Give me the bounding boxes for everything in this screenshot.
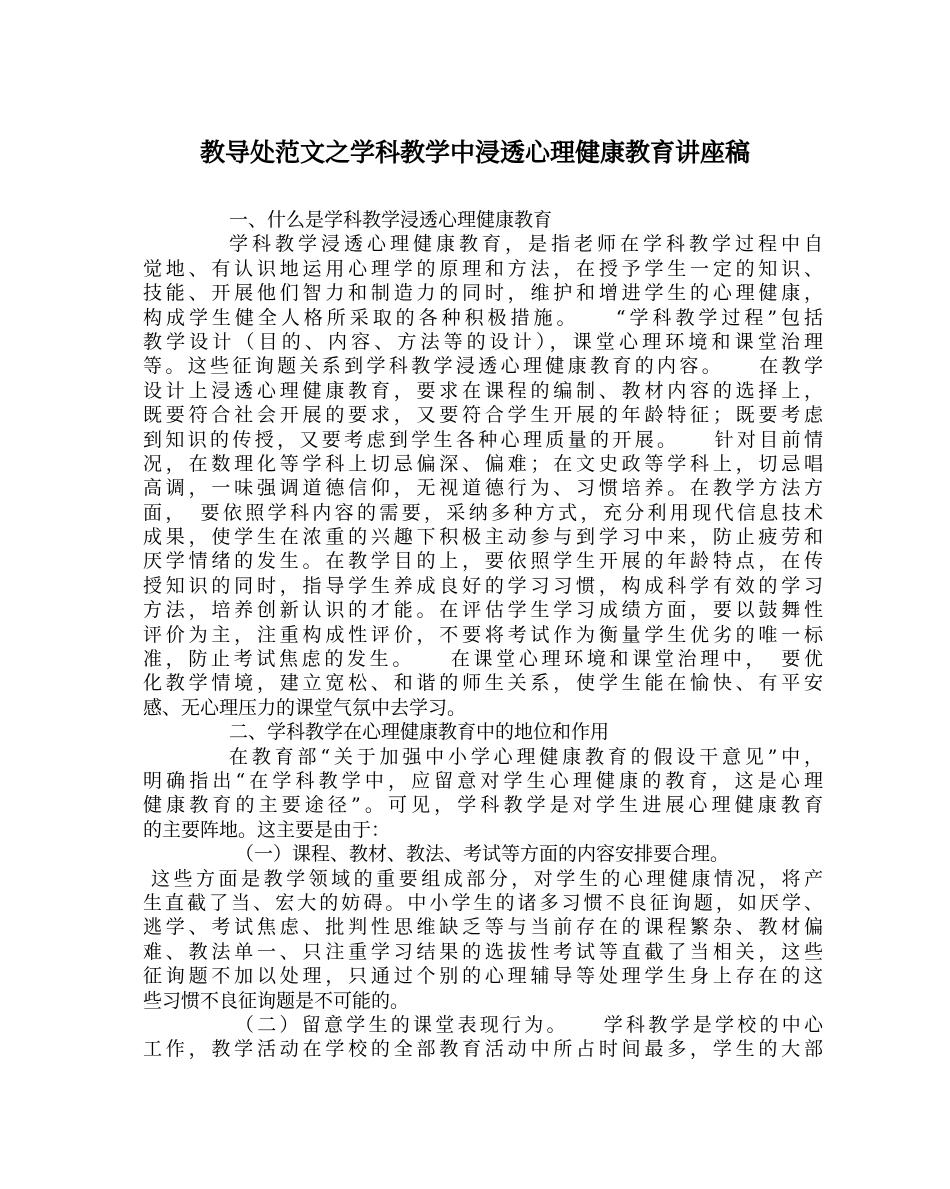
document-title: 教导处范文之学科教学中浸透心理健康教育讲座稿 <box>199 138 750 167</box>
text-line: 评价为主，注重构成性评价，不要将考试作为衡量学生优劣的唯一标 <box>143 623 823 646</box>
text-line: 健康教育的主要途径”。可见，学科教学是对学生进展心理健康教育 <box>143 794 823 817</box>
text-line: 技能、开展他们智力和制造力的同时，维护和增进学生的心理健康， <box>143 282 823 305</box>
text-line: 的主要阵地。这主要是由于： <box>143 818 391 841</box>
subsection-heading-2: （二）留意学生的课堂表现行为。 学科教学是学校的中心 <box>235 1013 823 1036</box>
text-line: 生直截了当、宏大的妨碍。中小学生的诸多习惯不良征询题，如厌学、 <box>143 891 823 914</box>
text-line: 逃学、考试焦虑、批判性思维缺乏等与当前存在的课程繁杂、教材偏 <box>143 916 823 939</box>
text-line: 等。这些征询题关系到学科教学浸透心理健康教育的内容。 在教学 <box>143 355 823 378</box>
section-heading-2: 二、学科教学在心理健康教育中的地位和作用 <box>229 721 610 744</box>
text-line: 成果，使学生在浓重的兴趣下积极主动参与到学习中来，防止疲劳和 <box>143 526 823 549</box>
section-heading-1: 一、什么是学科教学浸透心理健康教育 <box>229 209 553 231</box>
subsection-heading-1: （一）课程、教材、教法、考试等方面的内容安排要合理。 <box>235 843 730 866</box>
text-line: 在教育部“关于加强中小学心理健康教育的假设干意见”中， <box>229 745 823 768</box>
text-line: 些习惯不良征询题是不可能的。 <box>143 989 410 1012</box>
text-line: 方法，培养创新认识的才能。在评估学生学习成绩方面，要以鼓舞性 <box>143 599 823 622</box>
text-line: 授知识的同时，指导学生养成良好的学习习惯，构成科学有效的学习 <box>143 574 823 597</box>
text-line: 构成学生健全人格所采取的各种积极措施。 “学科教学过程”包括 <box>143 306 823 329</box>
text-line: 准，防止考试焦虑的发生。 在课堂心理环境和课堂治理中， 要优 <box>143 648 823 671</box>
text-line: 这些方面是教学领域的重要组成部分，对学生的心理健康情况，将产 <box>151 867 823 890</box>
text-line: 面， 要依照学科内容的需要，采纳多种方式，充分利用现代信息技术 <box>143 501 823 524</box>
text-line: 厌学情绪的发生。在教学目的上，要依照学生开展的年龄特点，在传 <box>143 550 823 573</box>
text-line: 征询题不加以处理，只通过个别的心理辅导等处理学生身上存在的这 <box>143 965 823 988</box>
text-line: 明确指出“在学科教学中，应留意对学生心理健康的教育，这是心理 <box>143 769 823 792</box>
text-line: 学科教学浸透心理健康教育，是指老师在学科教学过程中自 <box>229 233 823 256</box>
text-line: 化教学情境，建立宽松、和谐的师生关系，使学生能在愉快、有平安 <box>143 672 823 695</box>
document-body <box>143 208 823 1062</box>
text-line: 到知识的传授，又要考虑到学生各种心理质量的开展。 针对目前情 <box>143 428 823 451</box>
text-line: 设计上浸透心理健康教育，要求在课程的编制、教材内容的选择上， <box>143 379 823 402</box>
text-line: 高调，一味强调道德信仰，无视道德行为、习惯培养。在教学方法方 <box>143 477 823 500</box>
text-line: 觉地、有认识地运用心理学的原理和方法，在授予学生一定的知识、 <box>143 257 823 280</box>
text-line: 况，在数理化等学科上切忌偏深、偏难；在文史政等学科上，切忌唱 <box>143 452 823 475</box>
text-line: 工作，教学活动在学校的全部教育活动中所占时间最多，学生的大部 <box>143 1038 823 1061</box>
text-line: 难、教法单一、只注重学习结果的选拔性考试等直截了当相关，这些 <box>143 940 823 963</box>
text-line: 感、无心理压力的课堂气氛中去学习。 <box>143 696 467 719</box>
text-line: 既要符合社会开展的要求，又要符合学生开展的年龄特征；既要考虑 <box>143 404 823 427</box>
text-line: 教学设计（目的、内容、方法等的设计），课堂心理环境和课堂治理 <box>143 330 823 353</box>
